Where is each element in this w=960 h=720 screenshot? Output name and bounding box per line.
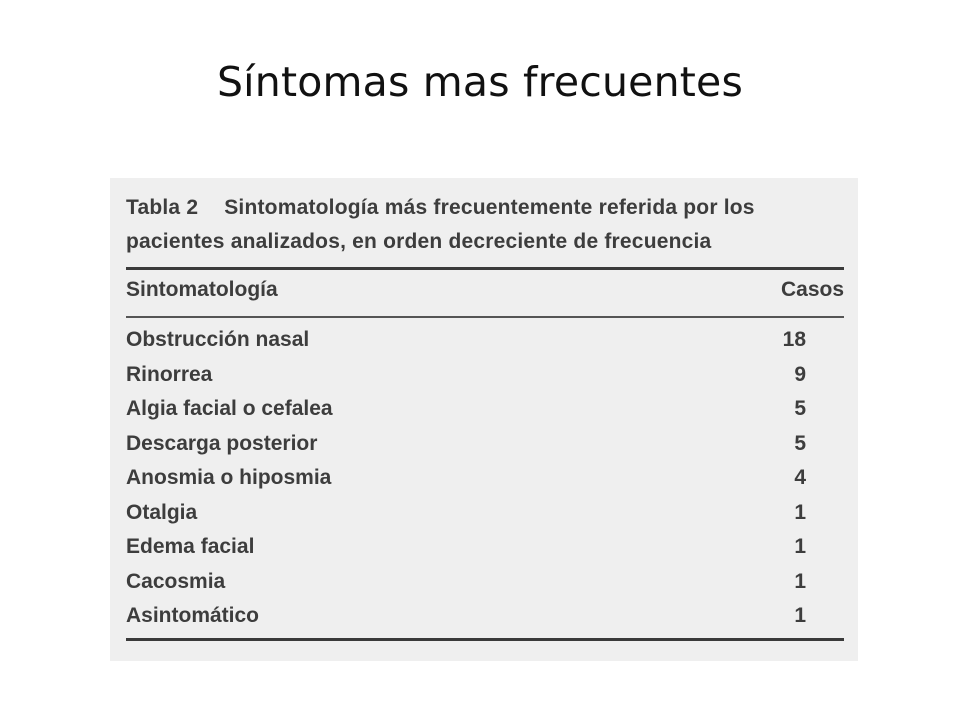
table-body (126, 323, 844, 634)
cases-cell: 5 (794, 397, 806, 420)
table-header-rule (126, 316, 844, 318)
table-caption-label: Tabla 2 (126, 196, 199, 219)
symptom-cell: Anosmia o hiposmia (126, 466, 332, 489)
cases-cell: 1 (794, 604, 806, 627)
table-row (126, 392, 844, 427)
table-header-row (126, 278, 844, 302)
symptom-cell: Otalgia (126, 500, 198, 524)
table-row (126, 496, 844, 531)
cases-cell: 1 (794, 569, 806, 593)
table-top-rule (126, 267, 844, 270)
symptom-cell: Cacosmia (126, 569, 226, 593)
symptom-cell: Obstrucción nasal (126, 328, 310, 351)
table-row (126, 358, 844, 393)
cases-cell: 9 (794, 362, 806, 386)
symptom-table (110, 178, 858, 661)
table-row (126, 530, 844, 565)
symptom-cell: Edema facial (126, 535, 255, 558)
table-row (126, 565, 844, 600)
symptom-cell: Algia facial o cefalea (126, 397, 333, 420)
cases-cell: 1 (794, 500, 806, 524)
table-row (126, 461, 844, 496)
table-row (126, 599, 844, 634)
symptom-cell: Asintomático (126, 604, 260, 627)
cases-cell: 18 (782, 328, 806, 351)
cases-cell: 1 (794, 535, 806, 558)
column-header-symptom: Sintomatología (126, 278, 278, 301)
symptom-cell: Rinorrea (126, 362, 213, 386)
table-row (126, 323, 844, 358)
cases-cell: 5 (794, 431, 806, 455)
slide-title: Síntomas mas frecuentes (216, 58, 744, 106)
table-caption (126, 191, 848, 259)
table-bottom-rule (126, 638, 844, 641)
symptom-cell: Descarga posterior (126, 431, 318, 455)
cases-cell: 4 (794, 466, 806, 489)
table-row (126, 427, 844, 462)
column-header-cases: Casos (780, 278, 844, 301)
table-caption-text: Sintomatología más frecuentemente referida por los pacientes analizados, en orden decreciente de frecuencia (126, 196, 755, 253)
